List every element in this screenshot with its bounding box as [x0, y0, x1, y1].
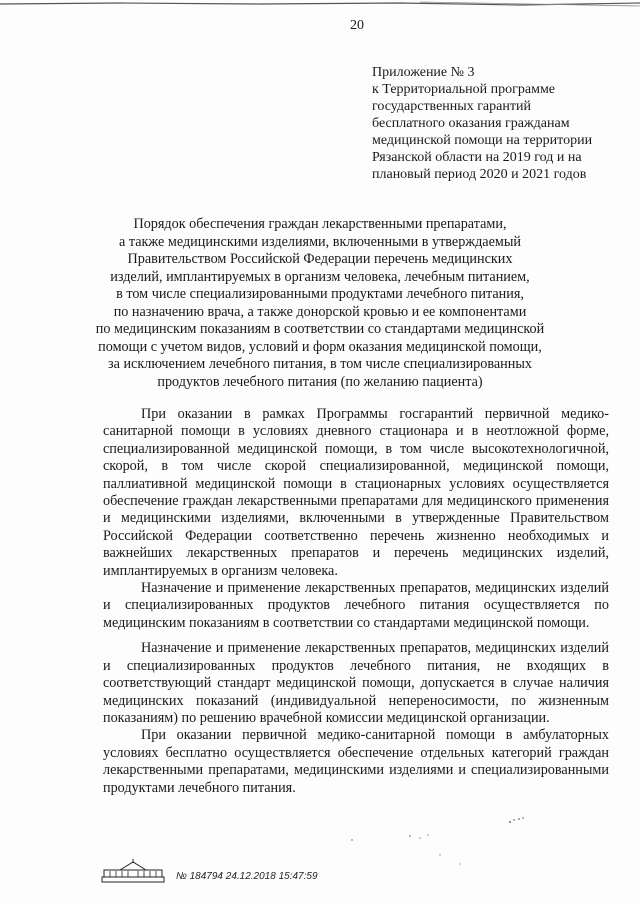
body-paragraph: При оказании в рамках Программы госгарантий первичной медико-санитарной помощи в условиях дневного стационара и в неотложной форме, специализированной медицинской помощи, в том числе высокотехнологичной, скорой, в том числе скорой специализированной, медицинской помощи, паллиативной медицинской помощи в стационарных условиях осуществляется обеспечение граждан лекарственными препаратами для медицинского применения и медицинскими изделиями, включенными в утвержденные Правительством Российской Федерации соответственно перечень жизненно необходимых и важнейших лекарственных препаратов и перечень медицинских изделий, имплантируемых в организм человека. — [103, 406, 609, 579]
heading-line: по назначению врача, а также донорской кровью и ее компонентами — [113, 303, 527, 320]
body-paragraph: При оказании первичной медико-санитарной помощи в амбулаторных условиях бесплатно осуществляется обеспечение отдельных категорий граждан лекарственными препаратами, медицинскими изделиями и специализированными продуктами лечебного питания. — [103, 727, 609, 796]
document-heading — [90, 216, 550, 391]
heading-line: Правительством Российской Федерации перечень медицинских — [127, 251, 513, 267]
heading-line: Порядок обеспечения граждан лекарственными препаратами, — [133, 216, 507, 232]
appendix-line: Рязанской области на 2019 год и на — [372, 150, 582, 165]
body-paragraph: Назначение и применение лекарственных препаратов, медицинских изделий и специализированных продуктов лечебного питания, не входящих в соответствующий стандарт медицинской помощи, допускается в случае наличия медицинских показаний (индивидуальной непереносимости, по жизненным показаниям) по решению врачебной комиссии медицинской организации. — [103, 640, 609, 726]
appendix-line: к Территориальной программе — [372, 82, 556, 97]
heading-line: за исключением лечебного питания, в том числе специализированных — [108, 356, 532, 372]
appendix-line: государственных гарантий — [372, 99, 531, 114]
scan-top-edge — [0, 0, 640, 12]
heading-line: по медицинским показаниям в соответствии со стандартами медицинской — [95, 321, 545, 337]
heading-line: помощи с учетом видов, условий и форм оказания медицинской помощи, — [98, 338, 542, 355]
scan-specks — [300, 800, 560, 870]
document-footer — [100, 858, 318, 884]
heading-line: продуктов лечебного питания (по желанию пациента) — [157, 373, 483, 390]
registration-stamp: № 184794 24.12.2018 15:47:59 — [176, 871, 318, 882]
body-text — [103, 406, 609, 797]
appendix-line: Приложение № 3 — [372, 65, 475, 80]
heading-line: а также медицинскими изделиями, включенными в утверждаемый — [118, 233, 522, 250]
page-number: 20 — [350, 18, 364, 33]
heading-line: изделий, имплантируемых в организм человека, лечебным питанием, — [110, 268, 530, 285]
heading-line: в том числе специализированными продуктами лечебного питания, — [116, 286, 524, 302]
building-logo-icon — [100, 858, 166, 884]
appendix-line: медицинской помощи на территории — [372, 133, 593, 148]
appendix-line: бесплатного оказания гражданам — [372, 116, 570, 131]
body-paragraph: Назначение и применение лекарственных препаратов, медицинских изделий и специализированных продуктов лечебного питания осуществляется по медицинским показаниям в соответствии со стандартами медицинской помощи. — [103, 580, 609, 631]
appendix-block — [372, 64, 632, 183]
appendix-line: плановый период 2020 и 2021 годов — [372, 167, 587, 182]
